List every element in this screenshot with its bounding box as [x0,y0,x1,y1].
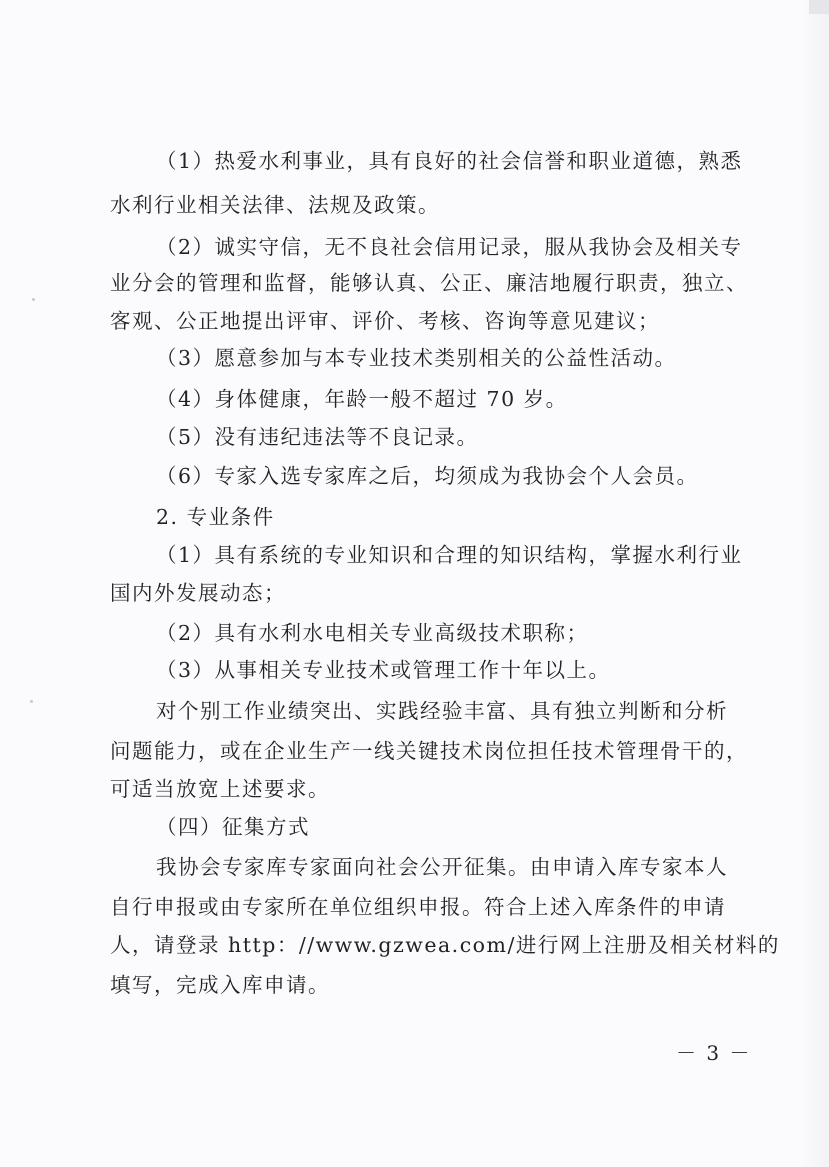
paragraph-line: 填写，完成入库申请。 [110,973,330,997]
paragraph-line: 人，请登录 http：//www.gzwea.com/进行网上注册及相关材料的 [110,933,780,957]
paragraph-line: 国内外发展动态； [110,581,286,605]
scan-speck [30,700,33,703]
paragraph-line: 自行申报或由专家所在单位组织申报。符合上述入库条件的申请 [110,895,726,919]
paragraph-line: 对个别工作业绩突出、实践经验丰富、具有独立判断和分析 [156,699,728,723]
section-heading: （四）征集方式 [156,815,310,839]
paragraph-line: （3）愿意参加与本专业技术类别相关的公益性活动。 [156,346,677,370]
paragraph-line: （2）诚实守信，无不良社会信用记录，服从我协会及相关专 [156,235,743,259]
paragraph-line: 客观、公正地提出评审、评价、考核、咨询等意见建议； [110,309,660,333]
paragraph-line: （5）没有违纪违法等不良记录。 [156,425,479,449]
paragraph-line: （2）具有水利水电相关专业高级技术职称； [156,621,589,645]
paragraph-line: 水利行业相关法律、法规及政策。 [110,193,440,217]
paragraph-line: 可适当放宽上述要求。 [110,777,330,801]
paragraph-line: 业分会的管理和监督，能够认真、公正、廉洁地履行职责，独立、 [110,271,748,295]
paragraph-line: 我协会专家库专家面向社会公开征集。由申请入库专家本人 [156,855,728,879]
paragraph-line: （6）专家入选专家库之后，均须成为我协会个人会员。 [156,464,699,488]
paragraph-line: （3）从事相关专业技术或管理工作十年以上。 [156,658,611,682]
paragraph-line: （1）热爱水利事业，具有良好的社会信誉和职业道德，熟悉 [156,149,743,173]
paragraph-line: （1）具有系统的专业知识和合理的知识结构，掌握水利行业 [156,543,743,567]
scan-edge-shadow [799,0,829,1167]
paragraph-line: 问题能力，或在企业生产一线关键技术岗位担任技术管理骨干的， [110,739,748,763]
section-heading: 2. 专业条件 [156,505,275,529]
page-number: － 3 － [676,1041,752,1065]
scan-speck [32,298,35,301]
paragraph-line: （4）身体健康，年龄一般不超过 70 岁。 [156,387,568,411]
scan-corner-mark [809,0,829,14]
